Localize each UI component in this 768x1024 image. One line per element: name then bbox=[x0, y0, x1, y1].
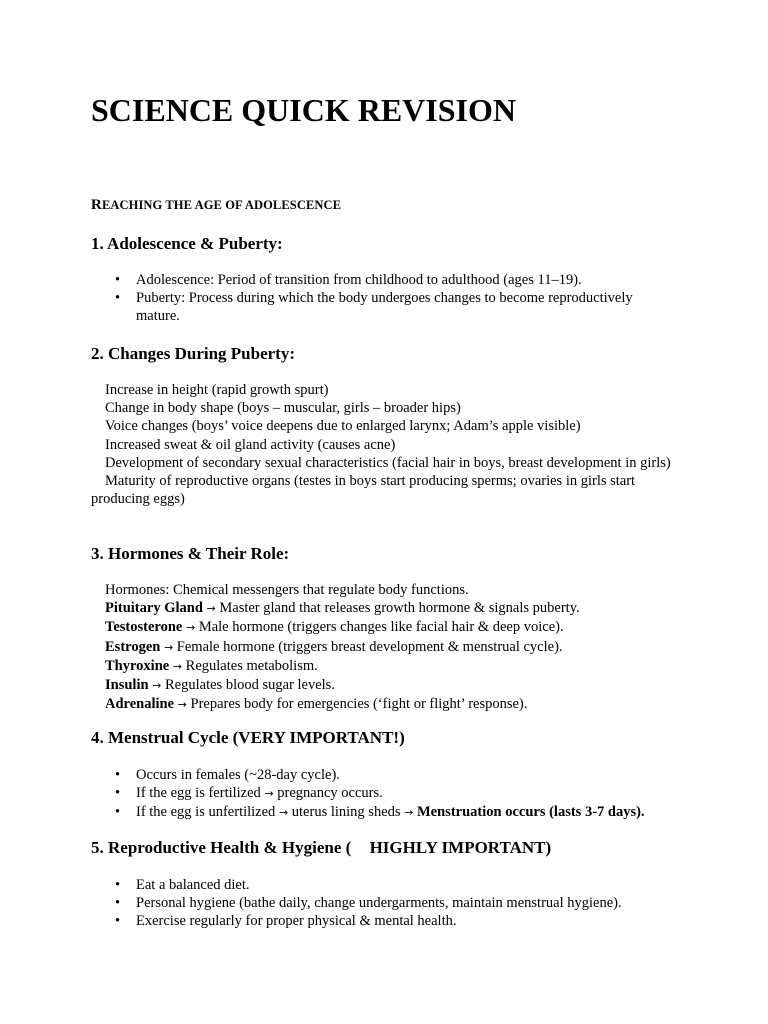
section-2-heading: 2. Changes During Puberty: bbox=[91, 344, 296, 363]
arrow-icon: → bbox=[185, 621, 196, 635]
change-text: Voice changes (boys’ voice deepens due to enlarged larynx; Adam’s apple visible) bbox=[105, 418, 581, 435]
list-item: • Personal hygiene (bathe daily, change undergarments, maintain menstrual hygiene). bbox=[91, 894, 671, 912]
hormone-line bbox=[91, 657, 671, 676]
hormone-intro-line bbox=[91, 581, 671, 599]
subtitle-initial: R bbox=[91, 197, 102, 213]
list-item bbox=[91, 766, 671, 784]
list-item bbox=[91, 803, 671, 822]
hormone-line bbox=[91, 618, 671, 637]
hormone-name: Estrogen bbox=[105, 638, 161, 655]
change-text: Maturity of reproductive organs (testes in boys start producing sperms; ovaries in girls start producing eggs) bbox=[91, 473, 636, 508]
list-item: • Exercise regularly for proper physical & mental health. bbox=[91, 912, 671, 930]
section-5-heading-pre: 5. Reproductive Health & Hygiene ( bbox=[91, 838, 352, 857]
section-3-heading: 3. Hormones & Their Role: bbox=[91, 544, 290, 563]
hormone-desc: Regulates blood sugar levels. bbox=[165, 677, 335, 694]
arrow-icon: → bbox=[172, 659, 183, 673]
arrow-icon: → bbox=[278, 806, 289, 819]
hormone-line bbox=[91, 695, 671, 714]
change-line bbox=[91, 417, 671, 435]
section-1-list bbox=[91, 271, 671, 325]
section-5-list bbox=[91, 876, 671, 930]
section-5-heading-post: HIGHLY IMPORTANT) bbox=[365, 838, 552, 857]
arrow-icon: → bbox=[264, 787, 274, 800]
change-line bbox=[91, 454, 671, 472]
section-2-lines bbox=[91, 381, 671, 508]
page-title: SCIENCE QUICK REVISION bbox=[91, 92, 516, 128]
hormone-desc: Regulates metabolism. bbox=[185, 657, 318, 674]
hormone-intro-text: Hormones: Chemical messengers that regulate body functions. bbox=[105, 582, 469, 598]
arrow-icon: → bbox=[163, 640, 174, 654]
list-item: • Adolescence: Period of transition from childhood to adulthood (ages 11–19). bbox=[91, 271, 671, 289]
list-item: • Puberty: Process during which the body undergoes changes to become reproductively mature. bbox=[91, 289, 671, 325]
change-text: Development of secondary sexual characteristics (facial hair in boys, breast development in girls) bbox=[105, 454, 671, 471]
menstruation-emphasis: Menstruation occurs (lasts 3-7 days). bbox=[417, 804, 645, 820]
hormone-name: Insulin bbox=[105, 677, 149, 694]
list-item-text: uterus lining sheds bbox=[291, 804, 401, 820]
list-item bbox=[91, 784, 671, 803]
change-text: Change in body shape (boys – muscular, girls – broader hips) bbox=[105, 400, 461, 417]
chapter-subtitle bbox=[91, 197, 341, 214]
list-item-text: If the egg is unfertilized bbox=[136, 804, 276, 820]
hormone-name: Adrenaline bbox=[105, 696, 175, 713]
section-4-heading: 4. Menstrual Cycle (VERY IMPORTANT!) bbox=[91, 728, 405, 747]
hormone-name: Pituitary Gland bbox=[105, 600, 203, 617]
hormone-desc: Male hormone (triggers changes like facial hair & deep voice). bbox=[198, 619, 564, 636]
hormone-line bbox=[91, 599, 671, 618]
section-3-lines bbox=[91, 581, 671, 714]
change-text: Increased sweat & oil gland activity (causes acne) bbox=[105, 436, 396, 453]
section-1-heading: 1. Adolescence & Puberty: bbox=[91, 234, 283, 253]
hormone-name: Testosterone bbox=[105, 619, 183, 636]
subtitle-rest: EACHING THE AGE OF ADOLESCENCE bbox=[101, 198, 342, 212]
hormone-line bbox=[91, 676, 671, 695]
arrow-icon: → bbox=[177, 698, 187, 712]
list-item-text: pregnancy occurs. bbox=[277, 785, 383, 801]
change-line bbox=[91, 472, 671, 508]
change-line bbox=[91, 381, 671, 399]
arrow-icon: → bbox=[152, 679, 162, 693]
hormone-line bbox=[91, 638, 671, 657]
arrow-icon: → bbox=[206, 602, 216, 616]
list-item-text: Occurs in females (~28-day cycle). bbox=[136, 767, 340, 783]
change-line bbox=[91, 436, 671, 454]
hormone-desc: Master gland that releases growth hormone & signals puberty. bbox=[219, 600, 580, 617]
hormone-desc: Female hormone (triggers breast development & menstrual cycle). bbox=[176, 638, 563, 655]
hormone-desc: Prepares body for emergencies (‘fight or flight’ response). bbox=[190, 696, 528, 713]
arrow-icon: → bbox=[404, 806, 414, 819]
change-text: Increase in height (rapid growth spurt) bbox=[105, 382, 329, 398]
list-item-text: If the egg is fertilized bbox=[136, 785, 261, 801]
list-item: • Eat a balanced diet. bbox=[91, 876, 671, 894]
hormone-name: Thyroxine bbox=[105, 657, 170, 674]
section-4-list bbox=[91, 766, 671, 822]
section-5-heading bbox=[91, 838, 551, 858]
change-line bbox=[91, 399, 671, 417]
